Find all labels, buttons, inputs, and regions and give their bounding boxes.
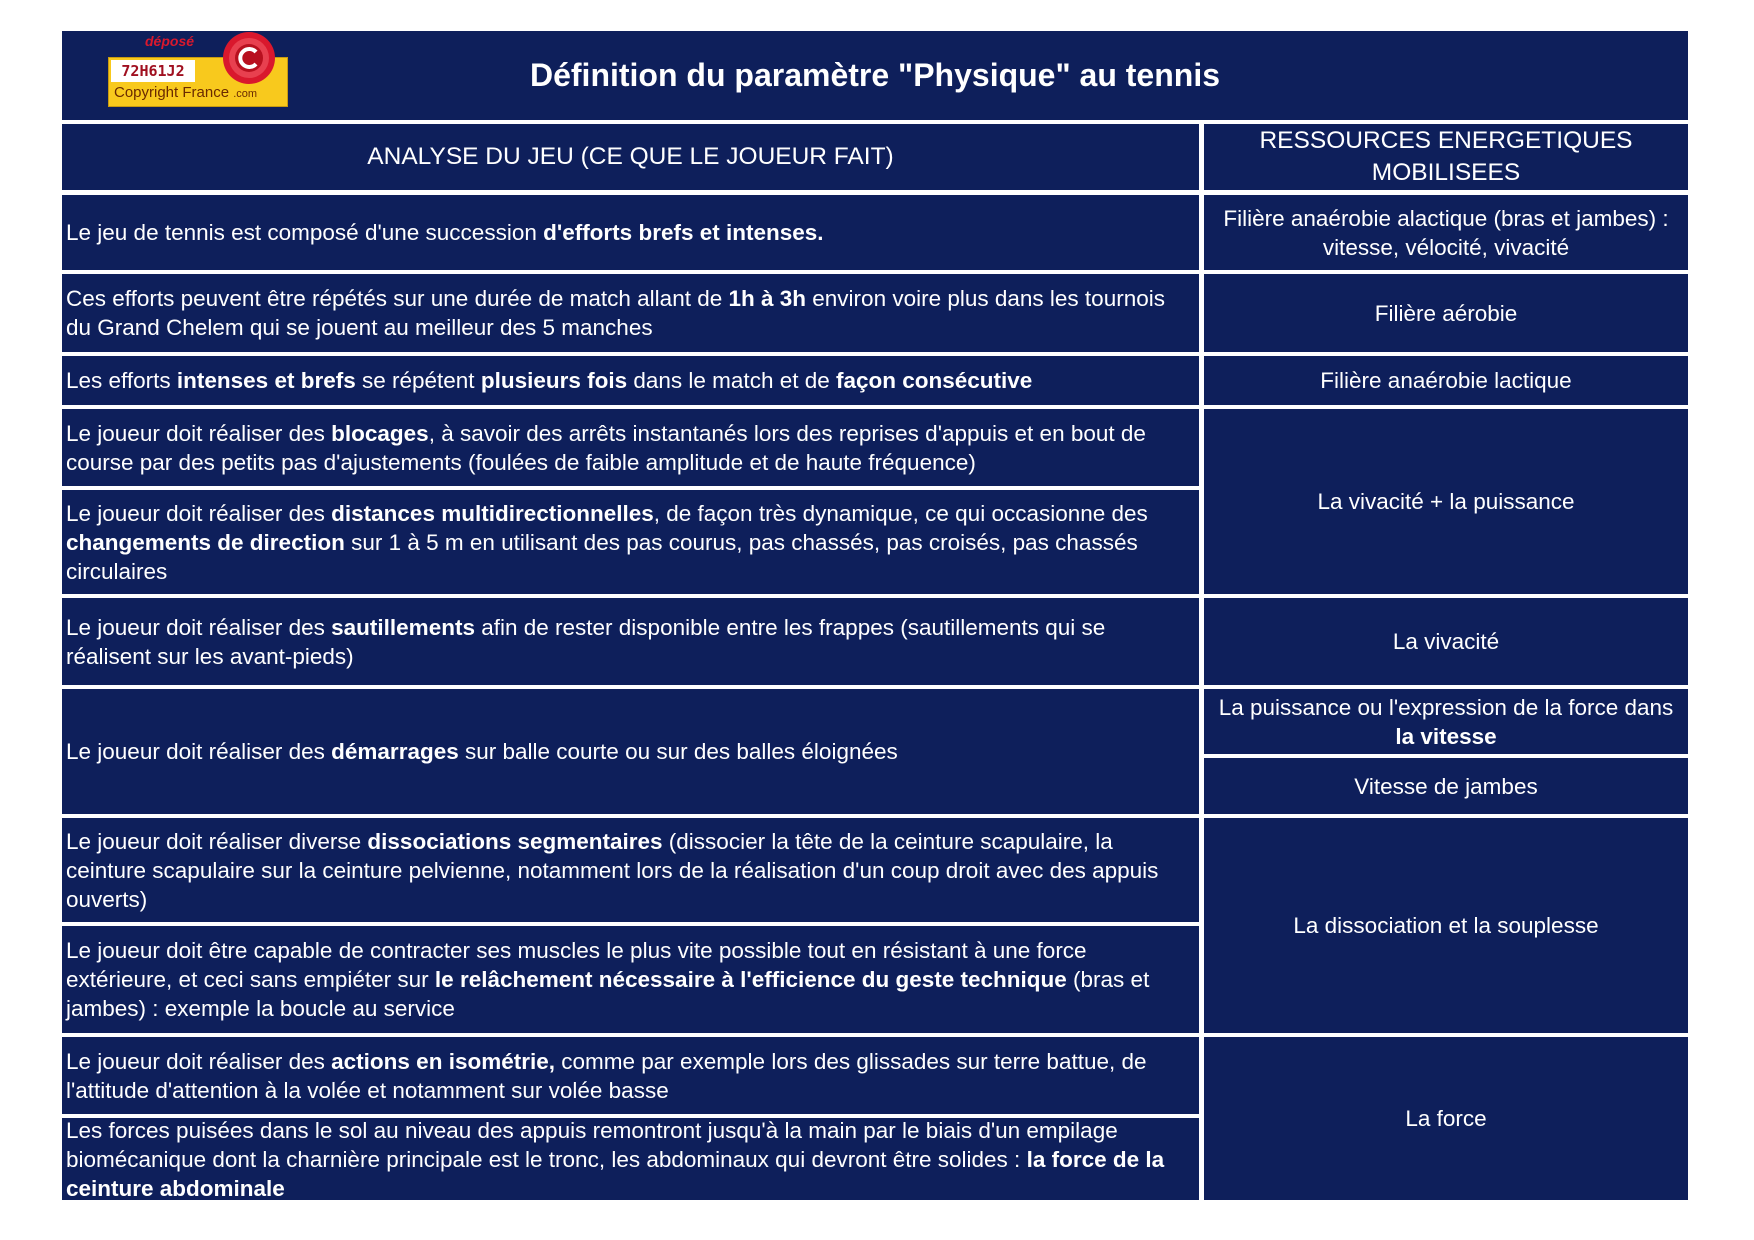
analysis-row	[62, 926, 1199, 1033]
bold-part: intenses et brefs	[176, 368, 356, 393]
analysis-text	[66, 1047, 1195, 1105]
analysis-row	[62, 689, 1199, 814]
analysis-row	[62, 356, 1199, 405]
text-part: Le joueur doit réaliser des	[66, 1048, 332, 1074]
analysis-row	[62, 1118, 1199, 1200]
seal-icon	[221, 30, 277, 86]
text-part: Le jeu de tennis est composé d'une succession	[66, 220, 544, 245]
resource-cell	[1204, 409, 1688, 594]
bold-part: dissociations segmentaires	[367, 828, 663, 854]
analysis-text	[66, 499, 1195, 586]
bold-part: la force de la ceinture abdominale	[66, 1146, 1165, 1201]
text-part: Les efforts	[66, 368, 177, 393]
logo-copyright-text: Copyright France	[114, 84, 230, 101]
text-part: , de façon très dynamique, ce qui occasionne des	[653, 500, 1148, 526]
analysis-text	[66, 218, 824, 247]
logo-code: 72H61J2	[111, 60, 195, 82]
bold-part: le relâchement nécessaire à l'efficience du geste technique	[434, 967, 1067, 992]
title-bar	[62, 31, 1688, 120]
analysis-text	[66, 419, 1195, 477]
header-ressources	[1204, 124, 1688, 190]
text-part: se répétent	[355, 368, 481, 393]
analysis-text	[66, 613, 1195, 671]
analysis-text	[66, 936, 1195, 1023]
resource-cell	[1204, 758, 1688, 814]
page-title: Définition du paramètre "Physique" au tennis	[529, 57, 1220, 93]
text-part: sur balle courte ou sur des balles éloignées	[458, 739, 898, 764]
text-part: comme par exemple lors des glissades sur terre battue, de l'attitude d'attention à la volée et notamment sur volée basse	[66, 1048, 1147, 1103]
resource-text: La vivacité	[1392, 629, 1500, 654]
analysis-text	[66, 284, 1195, 342]
resource-cell	[1204, 195, 1688, 270]
resource-text: La vivacité + la puissance	[1317, 489, 1575, 514]
text-part: sur 1 à 5 m en utilisant des pas courus, pas chassés, pas croisés, pas chassés circulaires	[66, 529, 1138, 584]
text-part: , à savoir des arrêts instantanés lors des reprises d'appuis et en bout de course par des petits pas d'ajustements (foulées de faible amplitude et de haute fréquence)	[66, 420, 1146, 475]
bold-part: démarrages	[331, 739, 459, 764]
text-part: Le joueur doit réaliser des	[66, 614, 332, 640]
bold-part: distances multidirectionnelles	[331, 500, 654, 526]
bold-part: changements de direction	[66, 529, 345, 555]
bold-part: blocages	[331, 420, 429, 446]
analysis-text	[66, 366, 1032, 395]
text-part: Le joueur doit être capable de contracter ses muscles le plus vite possible tout en résistant à une force extérieure, et ceci sans empiéter sur	[66, 938, 1087, 992]
resource-cell	[1204, 1037, 1688, 1200]
text-part: Le joueur doit réaliser diverse	[66, 828, 368, 854]
resource-text: Filière anaérobie lactique	[1320, 368, 1572, 393]
analysis-row	[62, 818, 1199, 922]
analysis-row	[62, 598, 1199, 685]
text-part: Le joueur doit réaliser des	[66, 420, 332, 446]
resource-cell	[1204, 818, 1688, 1033]
text-part: afin de rester disponible entre les frappes (sautillements qui se réalisent sur les avant-pieds)	[66, 614, 1106, 669]
text-part: Les forces puisées dans le sol au niveau des appuis remontront jusqu'à la main par le biais d'un empilage biomécanique dont la charnière principale est le tronc, les abdominaux qui devront être solides :	[66, 1117, 1118, 1172]
bold-part: plusieurs fois	[480, 368, 628, 393]
bold-part: la vitesse	[1395, 723, 1497, 749]
text-part: Le joueur doit réaliser des	[66, 739, 332, 764]
text-part: (dissocier la tête de la ceinture scapulaire, la ceinture scapulaire sur la ceinture pelvienne, notamment lors de la réalisation d'un coup droit avec des appuis ouverts)	[66, 828, 1159, 912]
text-part: dans le match et de	[627, 368, 836, 393]
resource-text: Filière aérobie	[1374, 300, 1518, 326]
header-analyse-text: ANALYSE DU JEU (CE QUE LE JOUEUR FAIT)	[367, 143, 894, 170]
bold-part: actions en isométrie,	[331, 1048, 555, 1074]
resource-cell	[1204, 598, 1688, 685]
resource-cell	[1204, 274, 1688, 352]
analysis-row	[62, 490, 1199, 594]
logo-domain: .com	[233, 88, 258, 100]
header-ressources-text: RESSOURCES ENERGETIQUES MOBILISEES	[1259, 127, 1633, 186]
bold-part: sautillements	[331, 614, 475, 640]
analysis-row	[62, 1037, 1199, 1114]
analysis-text	[66, 1116, 1195, 1203]
resource-text: Filière anaérobie alactique (bras et jambes) : vitesse, vélocité, vivacité	[1223, 205, 1669, 260]
resource-text: La dissociation et la souplesse	[1293, 913, 1599, 938]
analysis-row	[62, 409, 1199, 486]
text-part: (bras et jambes) : exemple la boucle au service	[66, 967, 1150, 1021]
resource-text	[1210, 693, 1682, 751]
bold-part: façon consécutive	[836, 368, 1033, 393]
analysis-row	[62, 274, 1199, 352]
text-part: Ces efforts peuvent être répétés sur une durée de match allant de	[66, 286, 729, 311]
text-part: environ voire plus dans les tournois du Grand Chelem qui se jouent au meilleur des 5 manches	[66, 286, 1165, 340]
bold-part: d'efforts brefs et intenses.	[543, 220, 824, 245]
resource-text: Vitesse de jambes	[1354, 773, 1538, 799]
bold-part: 1h à 3h	[728, 286, 807, 311]
resource-cell	[1204, 356, 1688, 405]
resource-text: La force	[1405, 1106, 1487, 1131]
logo-copyright	[114, 84, 257, 101]
resource-cell	[1204, 689, 1688, 754]
copyright-logo	[108, 30, 292, 108]
text-part: La puissance ou l'expression de la force dans	[1218, 694, 1674, 720]
header-analyse	[62, 124, 1199, 190]
analysis-row	[62, 195, 1199, 270]
logo-depose: déposé	[145, 33, 195, 49]
analysis-text	[66, 827, 1195, 914]
analysis-text	[66, 737, 898, 766]
text-part: Le joueur doit réaliser des	[66, 500, 332, 526]
